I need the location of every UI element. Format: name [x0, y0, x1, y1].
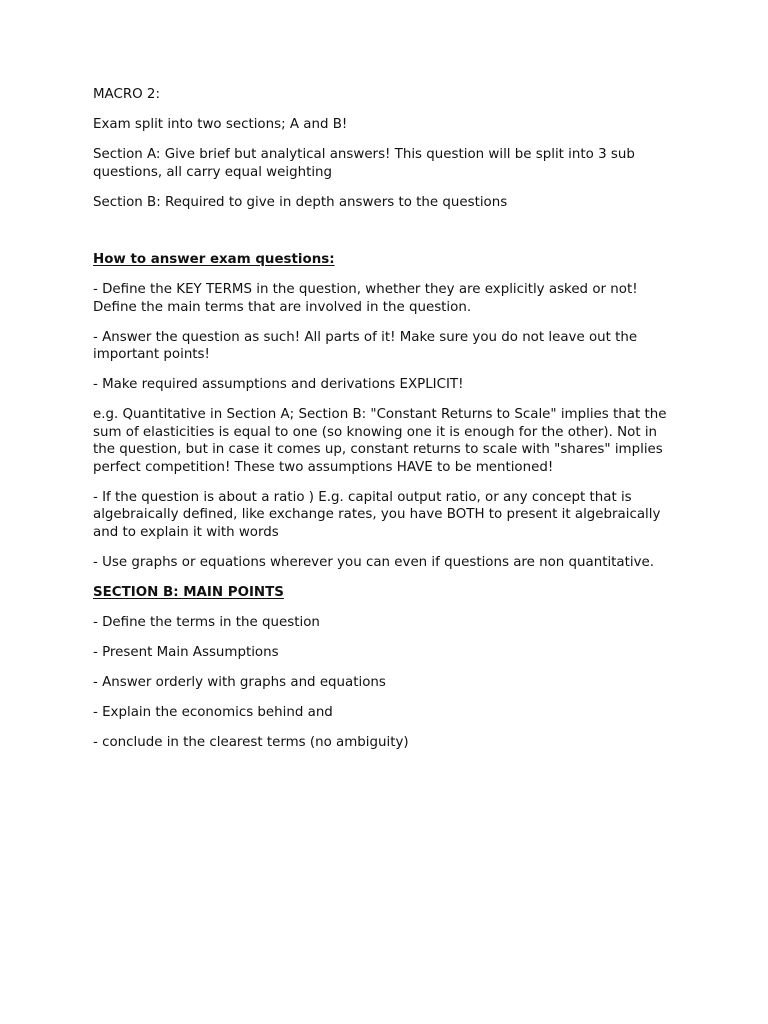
intro-paragraph: Section B: Required to give in depth answers to the questions — [93, 194, 508, 210]
document-body — [93, 86, 683, 764]
howto-example: e.g. Quantitative in Section A; Section B: "Constant Returns to Scale" implies that the sum of elasticities is equal to one (so knowing one it is enough for the other). Not in the question, but in case it comes up, constant returns to scale with "shares" implies perfect competition! These two assumptions HAVE to be mentioned! — [93, 407, 667, 475]
section-b-point: - Present Main Assumptions — [93, 644, 279, 660]
intro-paragraph: Section A: Give brief but analytical answers! This question will be split into 3 sub questions, all carry equal weighting — [93, 147, 635, 180]
section-b-point: - Define the terms in the question — [93, 614, 320, 630]
howto-heading: How to answer exam questions: — [93, 251, 335, 267]
howto-point: - Answer the question as such! All parts of it! Make sure you do not leave out the important points! — [93, 329, 638, 362]
howto-point: - Make required assumptions and derivations EXPLICIT! — [93, 377, 464, 392]
section-b-point: - conclude in the clearest terms (no ambiguity) — [93, 734, 409, 750]
section-b-heading: SECTION B: MAIN POINTS — [93, 584, 284, 600]
section-b-point: - Answer orderly with graphs and equations — [93, 674, 386, 690]
intro-paragraph: Exam split into two sections; A and B! — [93, 117, 348, 132]
document-title: MACRO 2: — [93, 87, 160, 102]
howto-point: - If the question is about a ratio ) E.g. capital output ratio, or any concept that is algebraically defined, like exchange rates, you have BOTH to present it algebraically and to explain it with words — [93, 489, 661, 540]
blank-line — [93, 224, 683, 251]
howto-point: - Define the KEY TERMS in the question, whether they are explicitly asked or not! Define the main terms that are involved in the question. — [93, 282, 638, 315]
section-b-point: - Explain the economics behind and — [93, 704, 333, 720]
howto-point: - Use graphs or equations wherever you can even if questions are non quantitative. — [93, 554, 655, 570]
